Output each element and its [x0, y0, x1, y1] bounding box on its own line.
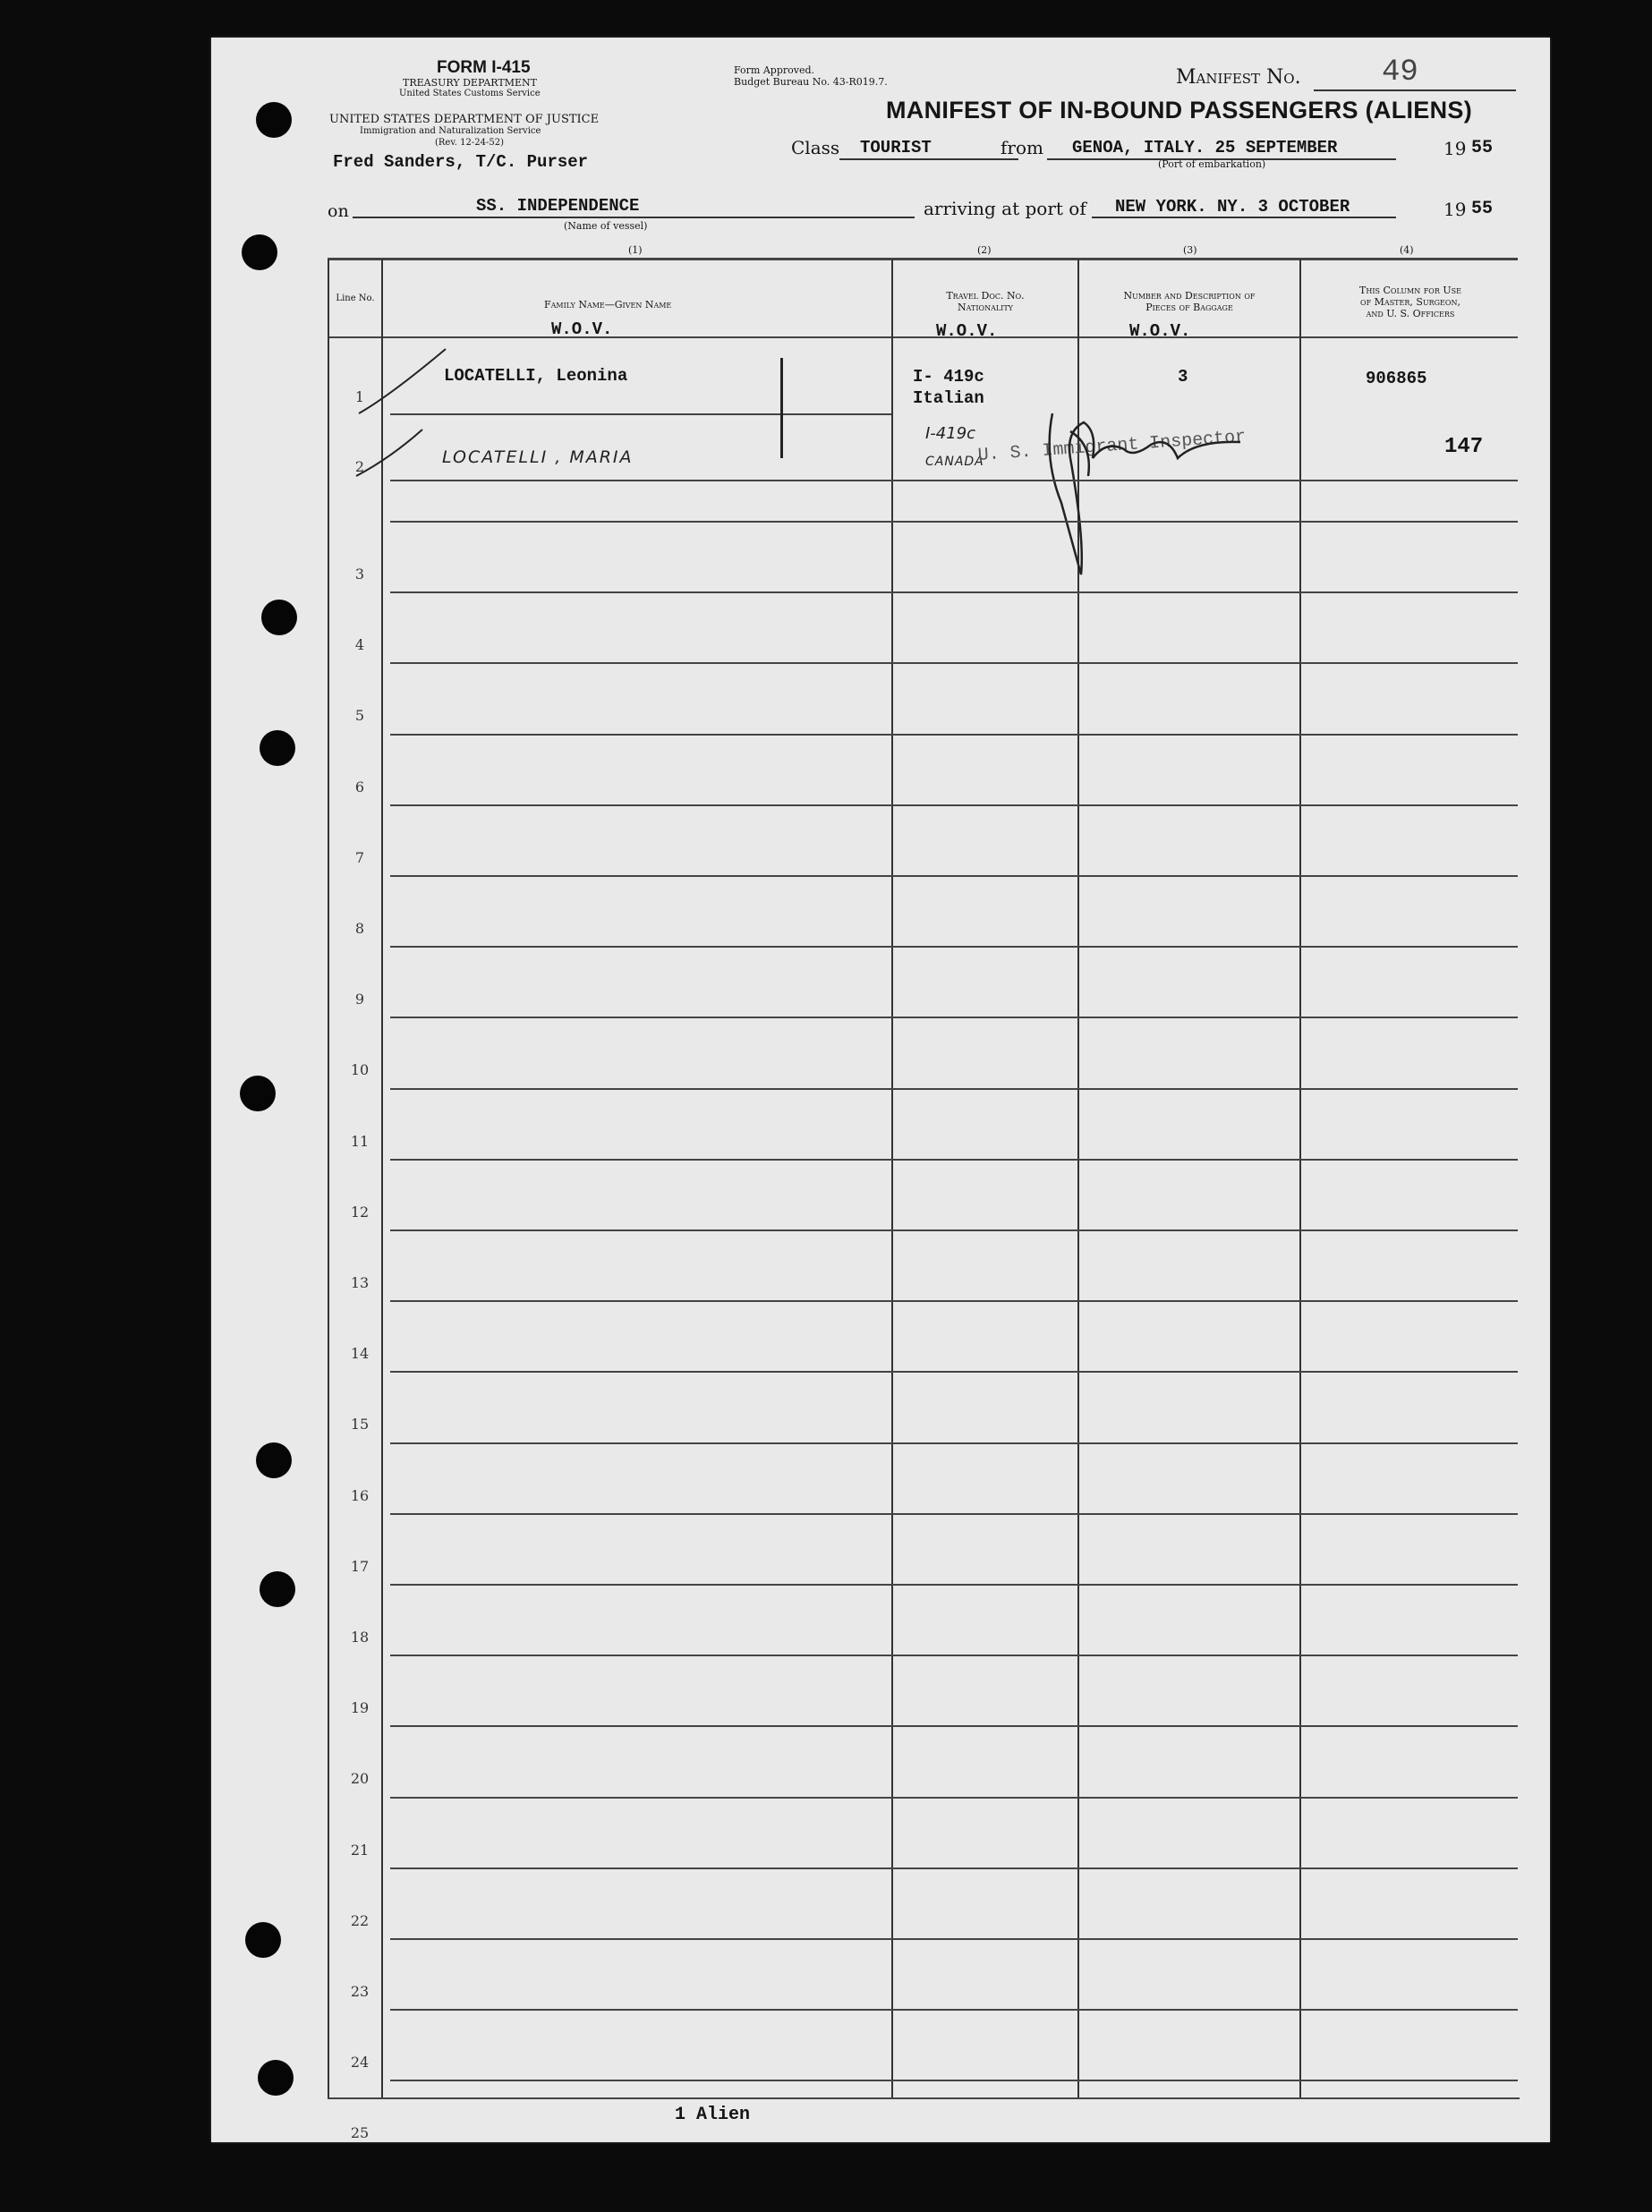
- check-mark-2: [356, 430, 422, 476]
- row-rule: [390, 1584, 1518, 1586]
- row-rule: [390, 1159, 1518, 1161]
- row-rule: [390, 1655, 1518, 1656]
- row-rule: [390, 946, 1518, 948]
- col-number-1: (1): [628, 244, 643, 256]
- officer-number: 906865: [1366, 369, 1427, 388]
- line-number: 25: [350, 2124, 370, 2141]
- wov-name: W.O.V.: [551, 319, 613, 339]
- binder-hole: [240, 1076, 276, 1111]
- purser-name: Fred Sanders, T/C. Purser: [333, 152, 589, 172]
- alien-count: 1 Alien: [675, 2105, 751, 2125]
- baggage-header-1: Number and Description of: [1123, 290, 1256, 302]
- officer-number: 147: [1444, 435, 1484, 459]
- ins-service: Immigration and Naturalization Service: [360, 126, 541, 136]
- officers-header-1: This Column for Use: [1359, 285, 1461, 296]
- from-label: from: [1001, 137, 1043, 158]
- line-number: 5: [354, 707, 365, 724]
- on-label: on: [328, 201, 349, 221]
- treasury-department: TREASURY DEPARTMENT: [403, 77, 537, 89]
- vessel-name: SS. INDEPENDENCE: [476, 196, 640, 216]
- line-number: 23: [350, 1983, 370, 2000]
- year-prefix: 19: [1443, 138, 1467, 159]
- main-title: MANIFEST OF IN-BOUND PASSENGERS (ALIENS): [886, 97, 1473, 123]
- line-number: 4: [354, 636, 365, 653]
- arrival-year-value: 55: [1471, 199, 1494, 219]
- binder-hole: [242, 234, 277, 270]
- line-number: 10: [350, 1061, 370, 1078]
- line-number: 14: [350, 1345, 370, 1362]
- name-header: Family Name—Given Name: [544, 299, 672, 311]
- wov-baggage: W.O.V.: [1129, 321, 1191, 341]
- line-number: 9: [354, 991, 365, 1008]
- line-number: 17: [350, 1558, 370, 1575]
- row-rule: [390, 1797, 1518, 1799]
- travel-doc-header: Travel Doc. No.: [946, 290, 1025, 302]
- wov-travel: W.O.V.: [936, 321, 998, 341]
- form-approved: Form Approved.: [734, 64, 815, 76]
- row-rule: [390, 1300, 1518, 1302]
- form-revision: (Rev. 12-24-52): [435, 138, 505, 148]
- line-number: 12: [350, 1204, 370, 1221]
- line-number: 24: [350, 2054, 370, 2071]
- row-rule: [390, 1088, 1518, 1090]
- passenger-name: LOCATELLI, Leonina: [444, 366, 628, 386]
- manifest-no-label: Manifest No.: [1176, 66, 1301, 89]
- baggage-header-2: Pieces of Baggage: [1145, 302, 1233, 313]
- row-rule: [390, 2080, 1518, 2081]
- line-no-header: Line No.: [336, 294, 375, 303]
- travel-doc-no: I- 419c: [913, 367, 984, 387]
- line-number: 3: [354, 566, 365, 583]
- line-number: 2: [354, 458, 365, 475]
- line-number: 11: [350, 1133, 370, 1150]
- inspector-stamp: U. S. Immigrant Inspector: [977, 427, 1247, 466]
- arrival-year-prefix: 19: [1443, 199, 1467, 220]
- budget-bureau: Budget Bureau No. 43-R019.7.: [734, 76, 888, 88]
- binder-hole: [256, 102, 292, 138]
- binder-hole: [260, 730, 295, 766]
- nationality: CANADA: [925, 455, 984, 469]
- row-rule: [390, 804, 1518, 806]
- row-rule: [390, 1513, 1518, 1515]
- department-of-justice: UNITED STATES DEPARTMENT OF JUSTICE: [329, 113, 600, 126]
- customs-service: United States Customs Service: [399, 89, 541, 98]
- binder-hole: [245, 1922, 281, 1958]
- line-number: 20: [350, 1770, 370, 1787]
- line-number: 19: [350, 1699, 370, 1716]
- port-caption: (Port of embarkation): [1158, 158, 1266, 170]
- line-number: 21: [350, 1842, 370, 1859]
- row-rule: [390, 1371, 1518, 1373]
- manifest-no-value: 49: [1382, 55, 1418, 89]
- col-number-3: (3): [1183, 244, 1197, 256]
- line-number: 6: [354, 778, 365, 795]
- col-number-4: (4): [1400, 244, 1414, 256]
- row-rule: [390, 734, 1518, 736]
- check-mark-1: [359, 349, 446, 413]
- class-value: TOURIST: [860, 138, 932, 157]
- line-number: 16: [350, 1487, 370, 1504]
- row-rule: [390, 2009, 1518, 2011]
- binder-hole: [258, 2060, 294, 2096]
- form-title: FORM I-415: [437, 58, 531, 77]
- passenger-name: LOCATELLI , MARIA: [442, 447, 634, 467]
- inspector-signature: [1050, 413, 1240, 574]
- handwritten-marks: [211, 38, 1550, 664]
- arrival-value: NEW YORK. NY. 3 OCTOBER: [1115, 197, 1350, 217]
- vessel-caption: (Name of vessel): [564, 220, 648, 232]
- nationality-header: Nationality: [958, 302, 1013, 313]
- row-rule: [390, 521, 1518, 523]
- binder-hole: [256, 1442, 292, 1478]
- line-number: 1: [354, 388, 365, 405]
- row-rule: [390, 1867, 1518, 1869]
- row-rule: [390, 591, 1518, 593]
- row-rule: [390, 875, 1518, 877]
- arriving-label: arriving at port of: [924, 198, 1086, 219]
- officers-header-3: and U. S. Officers: [1366, 308, 1455, 319]
- row-rule: [390, 1442, 1518, 1444]
- line-number: 18: [350, 1629, 370, 1646]
- line-number: 22: [350, 1912, 370, 1929]
- row-rule: [390, 1229, 1518, 1231]
- line-number: 8: [354, 920, 365, 937]
- col-number-2: (2): [977, 244, 992, 256]
- manifest-page: [211, 38, 1550, 2142]
- nationality: Italian: [913, 388, 984, 408]
- line-number: 15: [350, 1416, 370, 1433]
- line-number: 7: [354, 849, 365, 866]
- travel-doc-no: I-419c: [925, 424, 976, 443]
- baggage-count: 3: [1178, 367, 1188, 387]
- line-number: 13: [350, 1274, 370, 1291]
- from-value: GENOA, ITALY. 25 SEPTEMBER: [1072, 138, 1338, 157]
- row-rule: [390, 1017, 1518, 1018]
- officers-header-2: of Master, Surgeon,: [1360, 296, 1460, 308]
- class-label: Class: [791, 137, 840, 158]
- binder-hole: [261, 600, 297, 635]
- row-rule: [390, 1938, 1518, 1940]
- row-rule: [390, 662, 1518, 664]
- binder-hole: [260, 1571, 295, 1607]
- year-value: 55: [1471, 138, 1494, 158]
- row-rule: [390, 480, 1518, 481]
- row-rule: [390, 1725, 1518, 1727]
